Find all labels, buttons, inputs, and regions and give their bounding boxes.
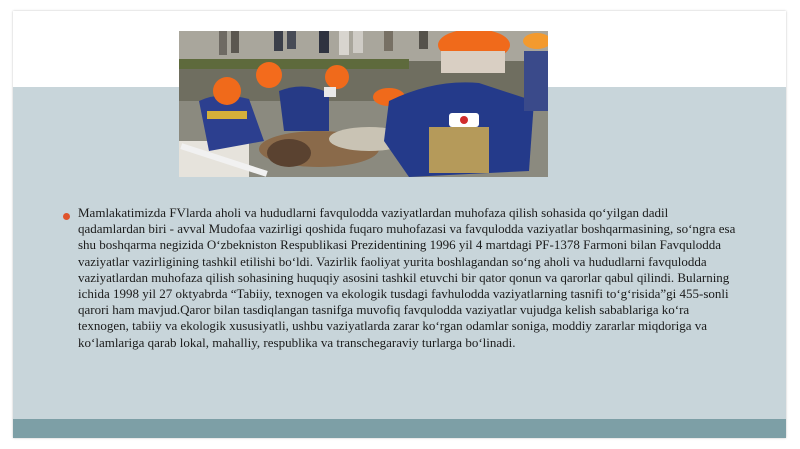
main-paragraph: Mamlakatimizda FVlarda aholi va hududlarni favqulodda vaziyatlardan muhofaza qilish sohasida qo‘yilgan dadil qadamlardan biri - avval Mudofaa vazirligi qoshida fuqaro muhofazasi va favqulodda vaziyatlar boshqarmasining, so‘ngra esa shu boshqarma negizida O‘zbekniston Respublikasi Prezidentining 1996 yil 4 martdagi PF-1378 Farmoni bilan Favqulodda vaziyatlar vazirligining tashkil etilishi bo‘ldi. Vazirlik faoliyat yurita boshlagandan so‘ng aholi va hududlarni favqulodda vaziyatlardan muhofaza qilish sohasining huquqiy asosini tashkil etuvchi bir qator qonun va qarorlar qabul qilindi. Bularning ichida 1998 yil 27 oktyabrda “Tabiiy, texnogen va ekologik tusdagi favhulodda vaziyatlarning tasnifi to‘g‘risida”gi 455-sonli qarori ham mavjud.Qaror bilan tasdiqlangan tasnifga muvofiq favqulodda vaziyatlar vujudga kelish sabablariga ko‘ra texnogen, tabiiy va ekologik xususiyatli, ushbu vaziyatlarda zarar ko‘rgan odamlar soniga, moddiy zararlar miqdoriga va ko‘lamlariga qarab lokal, mahalliy, respublika va transchegaraviy turlarga bo‘linadi. [78,205,736,350]
bullet-marker [63,213,70,220]
rescue-workers-photo [179,31,548,177]
slide [13,11,786,438]
slide-footer-bar [13,419,786,438]
